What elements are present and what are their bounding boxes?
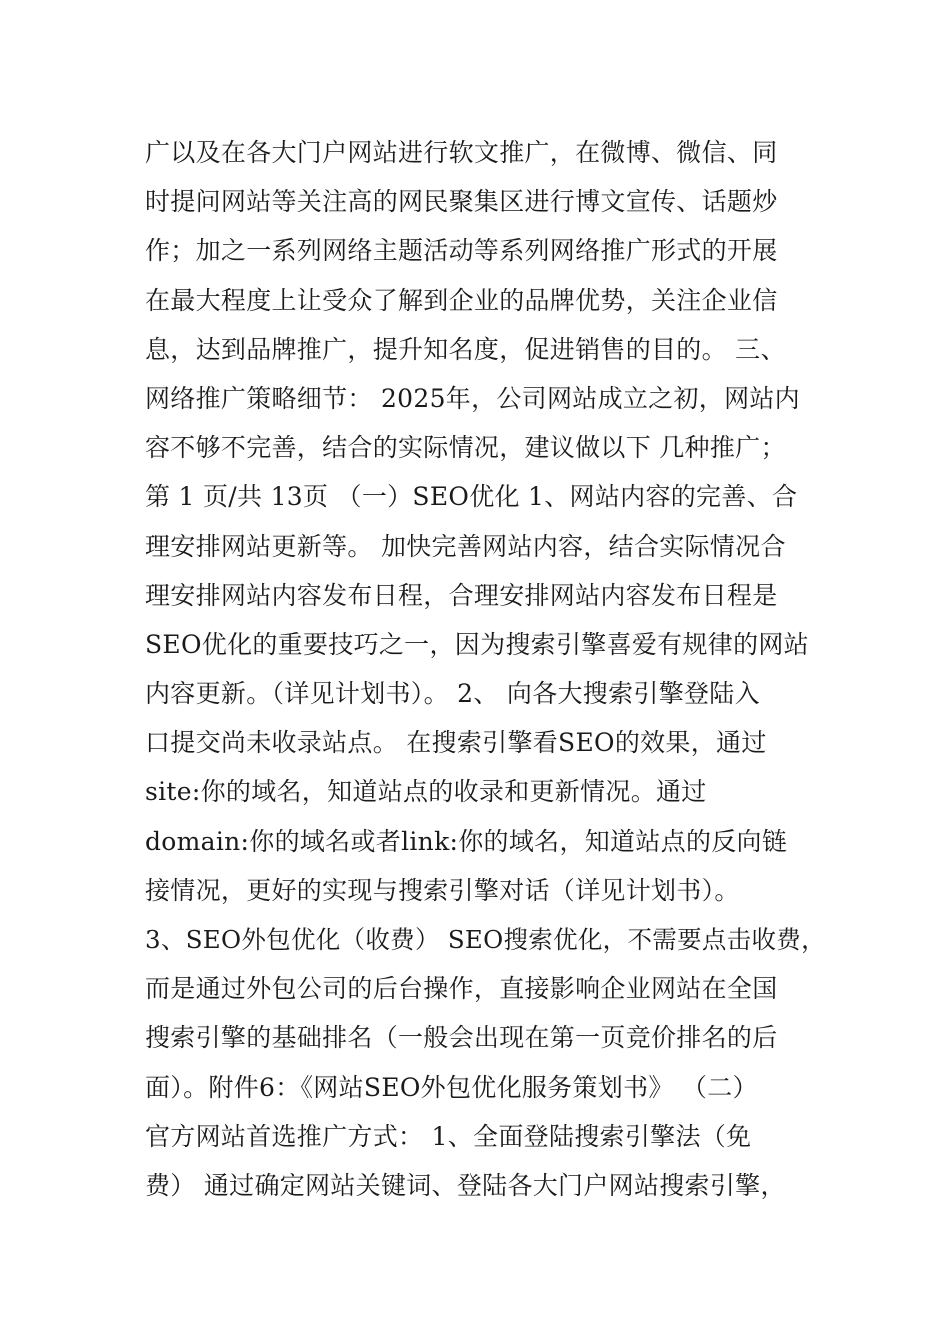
text-line: 搜索引擎的基础排名（一般会出现在第一页竞价排名的后	[145, 1023, 778, 1053]
text-line: 作；加之一系列网络主题活动等系列网络推广形式的开展	[145, 236, 778, 266]
text-line: 理安排网站内容发布日程，合理安排网站内容发布日程是	[145, 580, 778, 610]
text-line: domain:你的域名或者link:你的域名，知道站点的反向链	[145, 826, 788, 856]
text-line: 理安排网站更新等。 加快完善网站内容，结合实际情况合	[145, 531, 786, 561]
text-line: 时提问网站等关注高的网民聚集区进行博文宣传、话题炒	[145, 187, 778, 217]
text-line: 广以及在各大门户网站进行软文推广，在微博、微信、同	[145, 138, 778, 167]
text-line: 3、SEO外包优化（收费） SEO搜索优化，不需要点击收费，	[145, 925, 826, 954]
text-line: 而是通过外包公司的后台操作，直接影响企业网站在全国	[145, 974, 778, 1004]
text-line: 面）。附件6：《网站SEO外包优化服务策划书》 （二）	[145, 1072, 758, 1102]
text-line: 内容更新。（详见计划书）。 2、 向各大搜索引擎登陆入	[145, 679, 760, 709]
body-text	[145, 128, 835, 1210]
text-line: 在最大程度上让受众了解到企业的品牌优势，关注企业信	[145, 285, 778, 315]
text-line: 官方网站首选推广方式： 1、全面登陆搜索引擎法（免	[145, 1121, 752, 1151]
text-line: 第 1 页/共 13页 （一）SEO优化 1、网站内容的完善、合	[145, 482, 798, 512]
text-line: 费） 通过确定网站关键词、登陆各大门户网站搜索引擎，	[145, 1170, 786, 1200]
text-line: 接情况，更好的实现与搜索引擎对话（详见计划书）。	[145, 875, 740, 905]
text-line: SEO优化的重要技巧之一，因为搜索引擎喜爱有规律的网站	[145, 629, 809, 659]
text-line: 网络推广策略细节： 2025年，公司网站成立之初，网站内	[145, 383, 800, 413]
text-line: 口提交尚未收录站点。 在搜索引擎看SEO的效果，通过	[145, 728, 767, 758]
text-line: site:你的域名，知道站点的收录和更新情况。通过	[145, 777, 707, 807]
text-line: 息，达到品牌推广，提升知名度，促进销售的目的。 三、	[145, 334, 786, 364]
text-line: 容不够不完善，结合的实际情况，建议做以下 几种推广；	[145, 433, 786, 463]
